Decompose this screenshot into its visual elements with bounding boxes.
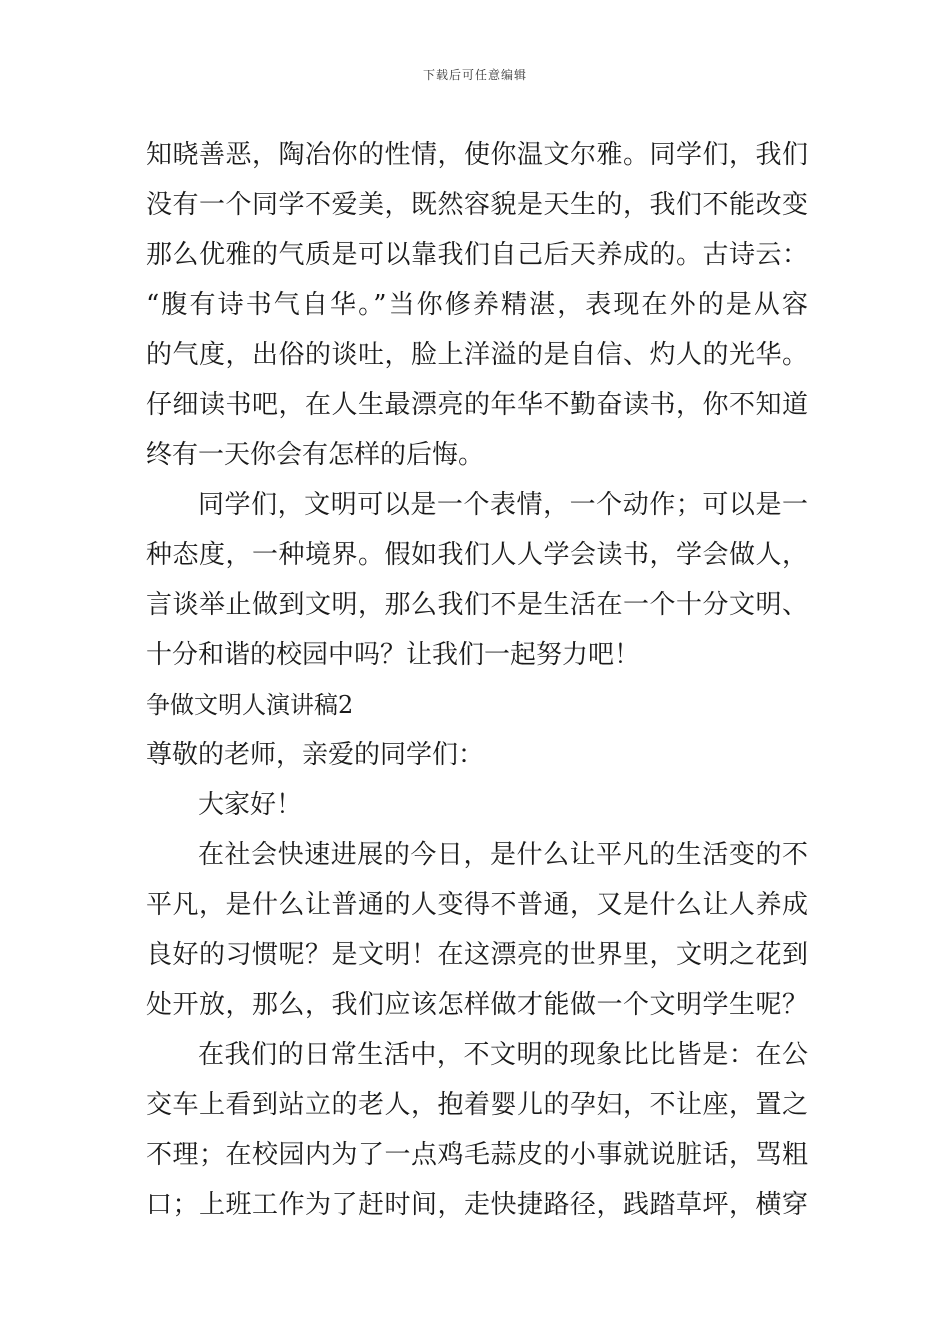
- text-line: 不理；在校园内为了一点鸡毛蒜皮的小事就说脏话，骂粗: [146, 1140, 808, 1170]
- text-line: “腹有诗书气自华。”当你修养精湛，表现在外的是从容: [146, 290, 808, 320]
- text-line: 处开放，那么，我们应该怎样做才能做一个文明学生呢？: [146, 990, 808, 1020]
- text-line: 口；上班工作为了赶时间，走快捷路径，践踏草坪，横穿: [146, 1190, 808, 1220]
- section-title: 争做文明人演讲稿2: [146, 691, 354, 719]
- text-line: 十分和谐的校园中吗？让我们一起努力吧！: [146, 640, 641, 670]
- text-line: 没有一个同学不爱美，既然容貌是天生的，我们不能改变: [146, 190, 808, 220]
- text-line: 仔细读书吧，在人生最漂亮的年华不勤奋读书，你不知道: [146, 390, 808, 420]
- text-line: 言谈举止做到文明，那么我们不是生活在一个十分文明、: [146, 590, 808, 620]
- text-line: 在社会快速进展的今日，是什么让平凡的生活变的不: [198, 840, 808, 870]
- text-line: 的气度，出俗的谈吐，脸上洋溢的是自信、灼人的光华。: [146, 340, 808, 370]
- text-line: 种态度，一种境界。假如我们人人学会读书，学会做人，: [146, 540, 808, 570]
- text-line: 良好的习惯呢？是文明！在这漂亮的世界里，文明之花到: [146, 940, 808, 970]
- text-line: 平凡，是什么让普通的人变得不普通，又是什么让人养成: [146, 890, 808, 920]
- document-body: [146, 130, 808, 1230]
- text-line: 大家好！: [198, 790, 303, 820]
- text-line: 在我们的日常生活中，不文明的现象比比皆是：在公: [198, 1040, 808, 1070]
- text-line: 交车上看到站立的老人，抱着婴儿的孕妇，不让座，置之: [146, 1090, 808, 1120]
- page-header: 下载后可任意编辑: [422, 68, 527, 82]
- text-line: 那么优雅的气质是可以靠我们自己后天养成的。古诗云：: [146, 240, 808, 270]
- text-line: 知晓善恶，陶冶你的性情，使你温文尔雅。同学们，我们: [146, 140, 808, 170]
- text-line: 同学们，文明可以是一个表情，一个动作；可以是一: [198, 490, 808, 520]
- text-line: 终有一天你会有怎样的后悔。: [146, 440, 485, 470]
- text-line: 尊敬的老师，亲爱的同学们：: [146, 740, 485, 770]
